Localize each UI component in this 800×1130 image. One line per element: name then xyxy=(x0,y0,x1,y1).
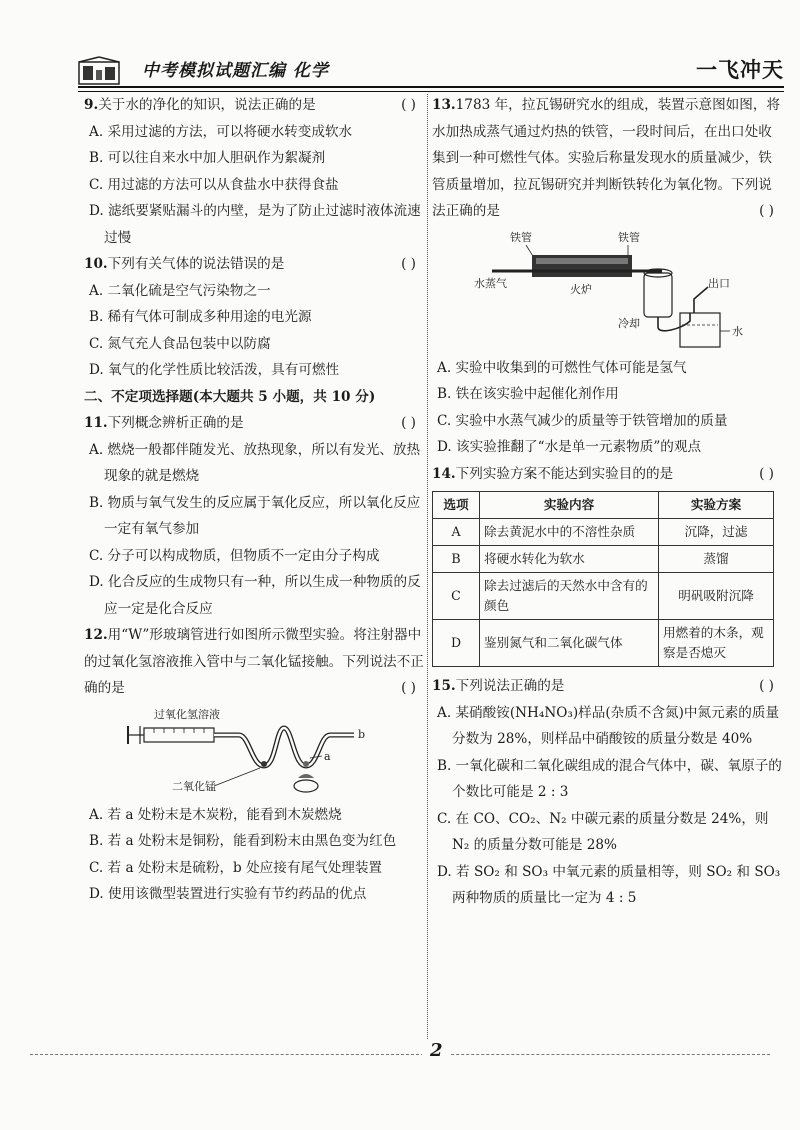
experiment-table xyxy=(432,491,774,667)
catalyst-label: 二氧化锰 xyxy=(172,779,216,793)
question-11 xyxy=(84,410,424,622)
furnace-label: 火炉 xyxy=(570,282,592,296)
option-c: C. 用过滤的方法可以从食盐水中获得食盐 xyxy=(89,176,339,193)
option-a: A. 实验中收集到的可燃性气体可能是氢气 xyxy=(437,359,687,376)
option-a: A. 某硝酸铵(NH₄NO₃)样品(杂质不含氮)中氮元素的质量分数为 28%，则样品中硝酸铵的质量分数是 40% xyxy=(437,704,780,747)
answer-paren[interactable]: ( ) xyxy=(401,256,416,272)
table-header: 实验内容 xyxy=(480,492,659,519)
book-logo-icon xyxy=(78,56,122,86)
question-15 xyxy=(432,673,782,912)
brand-title: 一飞冲天 xyxy=(696,57,784,82)
table-row xyxy=(433,519,774,546)
option-b: B. 若 a 处粉末是铜粉，能看到粉末由黑色变为红色 xyxy=(89,833,397,849)
table-row xyxy=(433,620,774,667)
water-beaker xyxy=(680,313,720,347)
option-a: A. 若 a 处粉末是木炭粉，能看到木炭燃烧 xyxy=(89,806,342,823)
lavoisier-apparatus-diagram xyxy=(432,229,752,351)
catalyst-powder xyxy=(261,761,267,767)
table-cell: 鉴别氮气和二氧化碳气体 xyxy=(480,620,659,667)
question-14 xyxy=(432,461,782,668)
question-stem: 14.下列实验方案不能达到实验目的的是 ( ) xyxy=(432,461,782,488)
option-d: D. 氧气的化学性质比较活泼，具有可燃性 xyxy=(89,362,340,378)
option-b: B. 稀有气体可制成多种用途的电光源 xyxy=(89,309,312,325)
question-stem: 10.下列有关气体的说法错误的是 ( ) xyxy=(84,251,424,278)
option-c: C. 实验中水蒸气减少的质量等于铁管增加的质量 xyxy=(437,412,728,429)
question-stem: 9.关于水的净化的知识，说法正确的是 ( ) xyxy=(84,92,424,119)
option-c: C. 分子可以构成物质，但物质不一定由分子构成 xyxy=(89,547,380,564)
option-d: D. 该实验推翻了“水是单一元素物质”的观点 xyxy=(437,439,702,455)
option-b: B. 物质与氧气发生的反应属于氧化反应，所以氧化反应一定有氧气参加 xyxy=(89,494,421,537)
book-title: 中考模拟试题汇编 化学 xyxy=(142,61,329,81)
table-cell: 除去黄泥水中的不溶性杂质 xyxy=(480,519,659,546)
table-row xyxy=(433,573,774,620)
answer-paren[interactable]: ( ) xyxy=(401,415,416,431)
option-c: C. 在 CO、CO₂、N₂ 中碳元素的质量分数是 24%，则 N₂ 的质量分数可能是 28% xyxy=(437,810,769,853)
label-b: b xyxy=(358,727,366,741)
footer-rule xyxy=(30,1054,770,1055)
condenser-vessel xyxy=(644,273,672,317)
label-a: a xyxy=(324,749,331,763)
table-cell: B xyxy=(433,546,480,573)
question-stem: 11.下列概念辨析正确的是 ( ) xyxy=(84,410,424,437)
outlet-label: 出口 xyxy=(708,276,730,290)
w-tube xyxy=(214,728,354,766)
right-column xyxy=(432,92,782,912)
table-header-row xyxy=(433,492,774,519)
iron-tube-label-left: 铁管 xyxy=(510,230,532,244)
table-header: 实验方案 xyxy=(659,492,774,519)
table-cell: 沉降，过滤 xyxy=(659,519,774,546)
syringe-label: 过氧化氢溶液 xyxy=(154,707,220,721)
answer-paren[interactable]: ( ) xyxy=(759,465,774,482)
alcohol-lamp-icon xyxy=(298,774,314,778)
header-rule-thick xyxy=(78,86,784,88)
section-heading: 二、不定项选择题(本大题共 5 小题，共 10 分) xyxy=(84,388,376,405)
option-d: D. 若 SO₂ 和 SO₃ 中氧元素的质量相等，则 SO₂ 和 SO₃ 两种物质的质量比一定为 4 : 5 xyxy=(437,863,781,906)
left-column xyxy=(84,92,424,908)
question-stem: 12.用“W”形玻璃管进行如图所示微型实验。将注射器中的过氧化氢溶液推入管中与二氧化锰接触。下列说法不正确的是 ( ) xyxy=(84,622,424,702)
answer-paren[interactable]: ( ) xyxy=(759,678,774,694)
table-cell: 除去过滤后的天然水中含有的颜色 xyxy=(480,573,659,620)
option-d: D. 滤纸要紧贴漏斗的内壁，是为了防止过滤时液体流速过慢 xyxy=(89,203,421,246)
column-divider xyxy=(427,94,428,1049)
option-d: D. 使用该微型装置进行实验有节约药品的优点 xyxy=(89,886,367,902)
page-header xyxy=(78,52,784,92)
page-footer xyxy=(30,1040,770,1068)
page-number: 2 xyxy=(422,1040,451,1061)
w-tube-diagram xyxy=(84,706,384,798)
answer-paren[interactable]: ( ) xyxy=(401,97,416,113)
question-9 xyxy=(84,92,424,251)
water-label: 水 xyxy=(732,324,743,338)
question-stem: 15.下列说法正确的是 ( ) xyxy=(432,673,782,700)
table-header: 选项 xyxy=(433,492,480,519)
option-d: D. 化合反应的生成物只有一种，所以生成一种物质的反应一定是化合反应 xyxy=(89,574,421,617)
option-a: A. 二氧化硫是空气污染物之一 xyxy=(89,282,271,299)
option-c: C. 氮气充人食品包装中以防腐 xyxy=(89,335,271,352)
syringe-barrel xyxy=(144,728,214,742)
table-row xyxy=(433,546,774,573)
question-13 xyxy=(432,92,782,461)
cooling-label: 冷却 xyxy=(618,316,640,330)
steam-label: 水蒸气 xyxy=(474,276,507,290)
option-c: C. 若 a 处粉末是硫粉，b 处应接有尾气处理装置 xyxy=(89,859,383,876)
option-a: A. 燃烧一般都伴随发光、放热现象，所以有发光、放热现象的就是燃烧 xyxy=(89,441,421,484)
table-cell: 将硬水转化为软水 xyxy=(480,546,659,573)
answer-paren[interactable]: ( ) xyxy=(759,203,774,219)
table-cell: C xyxy=(433,573,480,620)
question-stem: 13.1783 年，拉瓦锡研究水的组成，装置示意图如图，将水加热成蒸气通过灼热的铁管，一段时间后，在出口处收集到一种可燃性气体。实验后称量发现水的质量减少，铁管质量增加，拉瓦锡研究并判断铁转化为氧化物。下列说法正确的是 ( ) xyxy=(432,92,782,225)
table-cell: 明矾吸附沉降 xyxy=(659,573,774,620)
table-cell: 用燃着的木条，观察是否熄灭 xyxy=(659,620,774,667)
option-b: B. 可以往自来水中加人胆矾作为絮凝剂 xyxy=(89,150,326,166)
table-cell: D xyxy=(433,620,480,667)
iron-tube-label-right: 铁管 xyxy=(618,230,640,244)
table-cell: 蒸馏 xyxy=(659,546,774,573)
question-10 xyxy=(84,251,424,384)
table-cell: A xyxy=(433,519,480,546)
answer-paren[interactable]: ( ) xyxy=(401,680,416,696)
option-b: B. 一氧化碳和二氧化碳组成的混合气体中，碳、氧原子的个数比可能是 2 : 3 xyxy=(437,757,782,800)
option-b: B. 铁在该实验中起催化剂作用 xyxy=(437,386,619,402)
question-12 xyxy=(84,622,424,908)
option-a: A. 采用过滤的方法，可以将硬水转变成软水 xyxy=(89,123,353,140)
